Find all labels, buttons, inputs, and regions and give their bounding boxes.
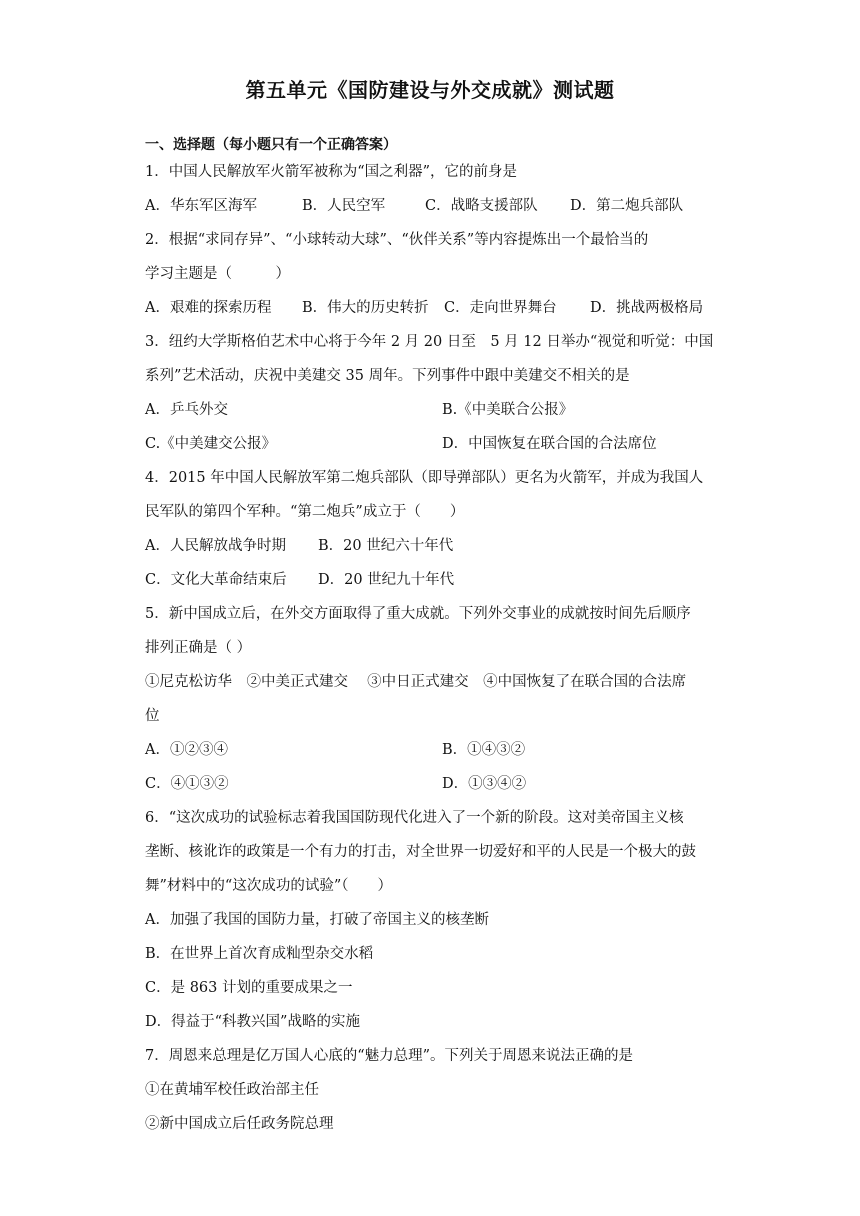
q3-stem-line2: 系列”艺术活动，庆祝中美建交 35 周年。下列事件中跟中美建交不相关的是 bbox=[145, 368, 630, 384]
q4-stem-line1: 4．2015 年中国人民解放军第二炮兵部队（即导弹部队）更名为火箭军，并成为我国人 bbox=[145, 470, 704, 486]
q1-option-a: A．华东军区海军 bbox=[145, 198, 257, 214]
q4-option-b: B．20 世纪六十年代 bbox=[318, 538, 454, 554]
q6-stem-line2: 垄断、核讹诈的政策是一个有力的打击，对全世界一切爱好和平的人民是一个极大的鼓 bbox=[145, 844, 696, 860]
q5-option-a: A．①②③④ bbox=[145, 742, 228, 758]
q4-stem-line2: 民军队的第四个军种。“第二炮兵”成立于（ ） bbox=[145, 504, 465, 520]
q3-option-d: D．中国恢复在联合国的合法席位 bbox=[442, 436, 657, 452]
q6-option-b: B．在世界上首次育成籼型杂交水稻 bbox=[145, 946, 374, 962]
q7-stem: 7．周恩来总理是亿万国人心底的“魅力总理”。下列关于周恩来说法正确的是 bbox=[145, 1048, 634, 1064]
section-heading: 一、选择题（每小题只有一个正确答案） bbox=[145, 137, 397, 153]
q1-option-d: D．第二炮兵部队 bbox=[570, 198, 684, 214]
q5-items-line1: ①尼克松访华 ②中美正式建交 ③中日正式建交 ④中国恢复了在联合国的合法席 bbox=[145, 674, 687, 690]
q5-option-d: D．①③④② bbox=[442, 776, 527, 792]
q4-option-d: D．20 世纪九十年代 bbox=[318, 572, 455, 588]
q7-item-1: ①在黄埔军校任政治部主任 bbox=[145, 1082, 319, 1098]
q1-option-b: B．人民空军 bbox=[302, 198, 386, 214]
q7-item-2: ②新中国成立后任政务院总理 bbox=[145, 1116, 334, 1132]
q2-option-c: C．走向世界舞台 bbox=[444, 300, 557, 316]
q6-option-c: C．是 863 计划的重要成果之一 bbox=[145, 980, 353, 996]
q2-stem-line1: 2．根据“求同存异”、“小球转动大球”、“伙伴关系”等内容提炼出一个最恰当的 bbox=[145, 232, 649, 248]
q6-option-a: A．加强了我国的国防力量，打破了帝国主义的核垄断 bbox=[145, 912, 489, 928]
q3-option-c: C.《中美建交公报》 bbox=[145, 436, 277, 452]
q1-option-c: C．战略支援部队 bbox=[425, 198, 538, 214]
q5-stem-line1: 5．新中国成立后，在外交方面取得了重大成就。下列外交事业的成就按时间先后顺序 bbox=[145, 606, 691, 622]
q2-option-b: B．伟大的历史转折 bbox=[302, 300, 429, 316]
q1-stem: 1．中国人民解放军火箭军被称为“国之利器”，它的前身是 bbox=[145, 164, 518, 180]
q3-option-b: B.《中美联合公报》 bbox=[442, 402, 574, 418]
q2-stem-line2: 学习主题是（ ） bbox=[145, 266, 290, 282]
q5-option-b: B．①④③② bbox=[442, 742, 526, 758]
q3-stem-line1: 3．纽约大学斯格伯艺术中心将于今年 2 月 20 日至 5 月 12 日举办“视觉和听觉：中国 bbox=[145, 334, 714, 350]
q4-option-a: A．人民解放战争时期 bbox=[145, 538, 286, 554]
q3-option-a: A．乒乓外交 bbox=[145, 402, 228, 418]
q5-stem-line2: 排列正确是（ ） bbox=[145, 640, 252, 656]
q2-option-a: A．艰难的探索历程 bbox=[145, 300, 272, 316]
q6-stem-line1: 6．“这次成功的试验标志着我国国防现代化进入了一个新的阶段。这对美帝国主义核 bbox=[145, 810, 684, 826]
q6-stem-line3: 舞”材料中的“这次成功的试验”（ ） bbox=[145, 878, 392, 894]
q5-option-c: C．④①③② bbox=[145, 776, 229, 792]
q5-items-line2: 位 bbox=[145, 708, 160, 724]
q2-option-d: D．挑战两极格局 bbox=[590, 300, 704, 316]
q4-option-c: C．文化大革命结束后 bbox=[145, 572, 287, 588]
page-title: 第五单元《国防建设与外交成就》测试题 bbox=[245, 78, 615, 102]
q6-option-d: D．得益于“科教兴国”战略的实施 bbox=[145, 1014, 360, 1030]
